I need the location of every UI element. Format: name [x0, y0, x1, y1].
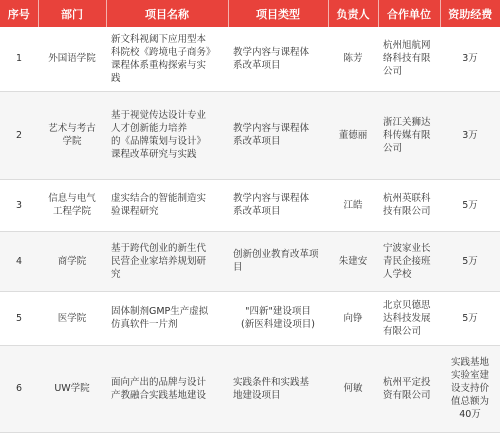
cell-department: 商学院	[38, 231, 106, 291]
table-row	[0, 345, 500, 432]
cell-department: 医学院	[38, 291, 106, 345]
cell-funding: 5万	[440, 179, 500, 231]
cell-index: 5	[0, 291, 38, 345]
cell-project-name: 基于跨代创业的新生代 民营企业家培养规划研 究	[106, 231, 228, 291]
table-row	[0, 291, 500, 345]
cell-partner: 宁波家业长 青民企接班 人学校	[378, 231, 440, 291]
header-lead: 负责人	[328, 0, 378, 27]
cell-index: 2	[0, 91, 38, 179]
cell-project-name: 虚实结合的智能制造实 验课程研究	[106, 179, 228, 231]
cell-funding: 实践基地 实验室建 设支持价 值总额为 40万	[440, 345, 500, 432]
table-header-row	[0, 0, 500, 27]
cell-funding: 5万	[440, 231, 500, 291]
cell-lead: 董德丽	[328, 91, 378, 179]
table-row	[0, 91, 500, 179]
cell-partner: 浙江关狮达 科传媒有限 公司	[378, 91, 440, 179]
header-project-type: 项目类型	[228, 0, 328, 27]
cell-project-name: 面向产出的品牌与设计 产教融合实践基地建设	[106, 345, 228, 432]
cell-index: 1	[0, 27, 38, 91]
header-index: 序号	[0, 0, 38, 27]
cell-lead: 朱建安	[328, 231, 378, 291]
cell-project-name: 固体制剂GMP生产虚拟 仿真软件一片剂	[106, 291, 228, 345]
cell-funding: 3万	[440, 27, 500, 91]
cell-partner: 杭州英联科 技有限公司	[378, 179, 440, 231]
cell-lead: 江皓	[328, 179, 378, 231]
cell-partner: 北京贝德思 达科技发展 有限公司	[378, 291, 440, 345]
cell-index: 3	[0, 179, 38, 231]
cell-project-name: 基于视觉传达设计专业 人才创新能力培养 的《品牌策划与设计》 课程改革研究与实践	[106, 91, 228, 179]
cell-index: 6	[0, 345, 38, 432]
header-partner: 合作单位	[378, 0, 440, 27]
cell-lead: 陈芳	[328, 27, 378, 91]
cell-lead: 向铮	[328, 291, 378, 345]
cell-project-type: 教学内容与课程体 系改革项目	[228, 179, 328, 231]
cell-department: UW学院	[38, 345, 106, 432]
header-project-name: 项目名称	[106, 0, 228, 27]
table-row	[0, 231, 500, 291]
table-row	[0, 27, 500, 91]
table-row	[0, 179, 500, 231]
cell-project-name: 新文科视阈下应用型本 科院校《跨境电子商务》 课程体系重构探索与实 践	[106, 27, 228, 91]
header-funding: 资助经费	[440, 0, 500, 27]
cell-index: 4	[0, 231, 38, 291]
cell-funding: 5万	[440, 291, 500, 345]
cell-project-type: 实践条件和实践基 地建设项目	[228, 345, 328, 432]
cell-funding: 3万	[440, 91, 500, 179]
cell-department: 外国语学院	[38, 27, 106, 91]
cell-project-type: 创新创业教育改革项目	[228, 231, 328, 291]
cell-project-type: 教学内容与课程体 系改革项目	[228, 91, 328, 179]
cell-project-type: "四新"建设项目 (新医科建设项目)	[228, 291, 328, 345]
cell-partner: 杭州旭航网 络科技有限 公司	[378, 27, 440, 91]
header-department: 部门	[38, 0, 106, 27]
cell-project-type: 教学内容与课程体 系改革项目	[228, 27, 328, 91]
cell-partner: 杭州平定投 资有限公司	[378, 345, 440, 432]
cell-department: 艺术与考古 学院	[38, 91, 106, 179]
cell-lead: 何敏	[328, 345, 378, 432]
cell-department: 信息与电气 工程学院	[38, 179, 106, 231]
